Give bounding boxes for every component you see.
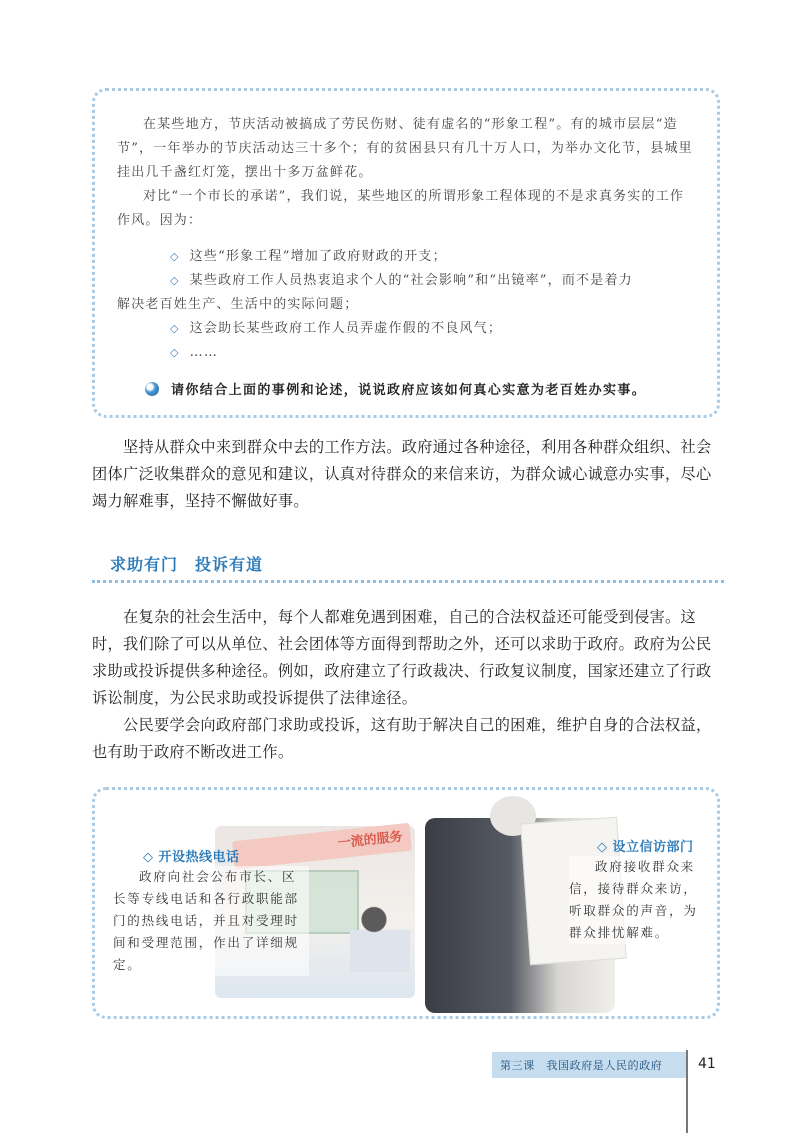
diamond-bullet-icon: ◇ (170, 322, 180, 335)
globe-question-icon (145, 382, 159, 396)
case-study-paragraph-1: 在某些地方，节庆活动被搞成了劳民伤财、徒有虚名的“形象工程”。有的城市层层“造节”，一年举办的节庆活动达三十多个；有的贫困县只有几十万人口，为举办文化节，县城里挂出几千盏红灯笼，摆出十多万盆鲜花。 (117, 117, 693, 180)
body-paragraph-1: 坚持从群众中来到群众中去的工作方法。政府通过各种途径，利用各种群众组织、社会团体广泛收集群众的意见和建议，认真对待群众的来信来访，为群众诚心诚意办实事，尽心竭力解难事，坚持不懈做好事。 (92, 438, 712, 510)
discussion-question (145, 379, 646, 398)
chapter-title: 第三课 我国政府是人民的政府 (500, 1059, 663, 1072)
service-banner: 一流的服务 (232, 823, 412, 869)
diamond-bullet-icon: ◇ (170, 346, 180, 359)
visit-caption-title: ◇ 设立信访部门 (597, 840, 694, 855)
reason-item-1: ◇ 这些“形象工程”增加了政府财政的开支； (170, 249, 447, 264)
visit-caption-text: 政府接收群众来信，接待群众来访，听取群众的声音，为群众排忧解难。 (569, 856, 705, 944)
discussion-question-text: 请你结合上面的事例和论述，说说政府应该如何真心实意为老百姓办实事。 (171, 383, 647, 398)
case-study-paragraph-2: 对比“一个市长的承诺”，我们说，某些地区的所谓形象工程体现的不是求真务实的工作作风。因为： (117, 189, 685, 228)
diamond-bullet-icon: ◇ (170, 274, 180, 287)
reason-item-more: ◇ …… (170, 345, 219, 360)
case-study-box (92, 88, 720, 418)
chapter-footer (492, 1052, 688, 1078)
body-paragraph-3: 公民要学会向政府部门求助或投诉，这有助于解决自己的困难，维护自身的合法权益，也有助于政府不断改进工作。 (92, 716, 712, 761)
reason-item-2-continued: 解决老百姓生产、生活中的实际问题； (117, 297, 359, 312)
section-title-divider (92, 580, 724, 583)
footer-divider (686, 1050, 688, 1133)
body-paragraph-2: 在复杂的社会生活中，每个人都难免遇到困难，自己的合法权益还可能受到侵害。这时，我们除了可以从单位、社会团体等方面得到帮助之外，还可以求助于政府。政府为公民求助或投诉提供多种途径。例如，政府建立了行政裁决、行政复议制度，国家还建立了行政诉讼制度，为公民求助或投诉提供了法律途径。 (92, 608, 712, 707)
hotline-caption-title: ◇ 开设热线电话 (143, 850, 240, 865)
page-number: 41 (698, 1056, 716, 1072)
hotline-caption-text: 政府向社会公布市长、区长等专线电话和各行政职能部门的热线电话，并且对受理时间和受理范围，作出了详细规定。 (113, 866, 309, 976)
diamond-bullet-icon: ◇ (170, 250, 180, 263)
illustration-box (92, 787, 720, 1019)
section-title: 求助有门 投诉有道 (110, 555, 264, 574)
phone-operator-image (350, 902, 410, 972)
reason-item-3: ◇ 这会助长某些政府工作人员弄虚作假的不良风气； (170, 321, 503, 336)
reason-item-2: ◇ 某些政府工作人员热衷追求个人的“社会影响”和“出镜率”，而不是着力 (170, 273, 633, 288)
